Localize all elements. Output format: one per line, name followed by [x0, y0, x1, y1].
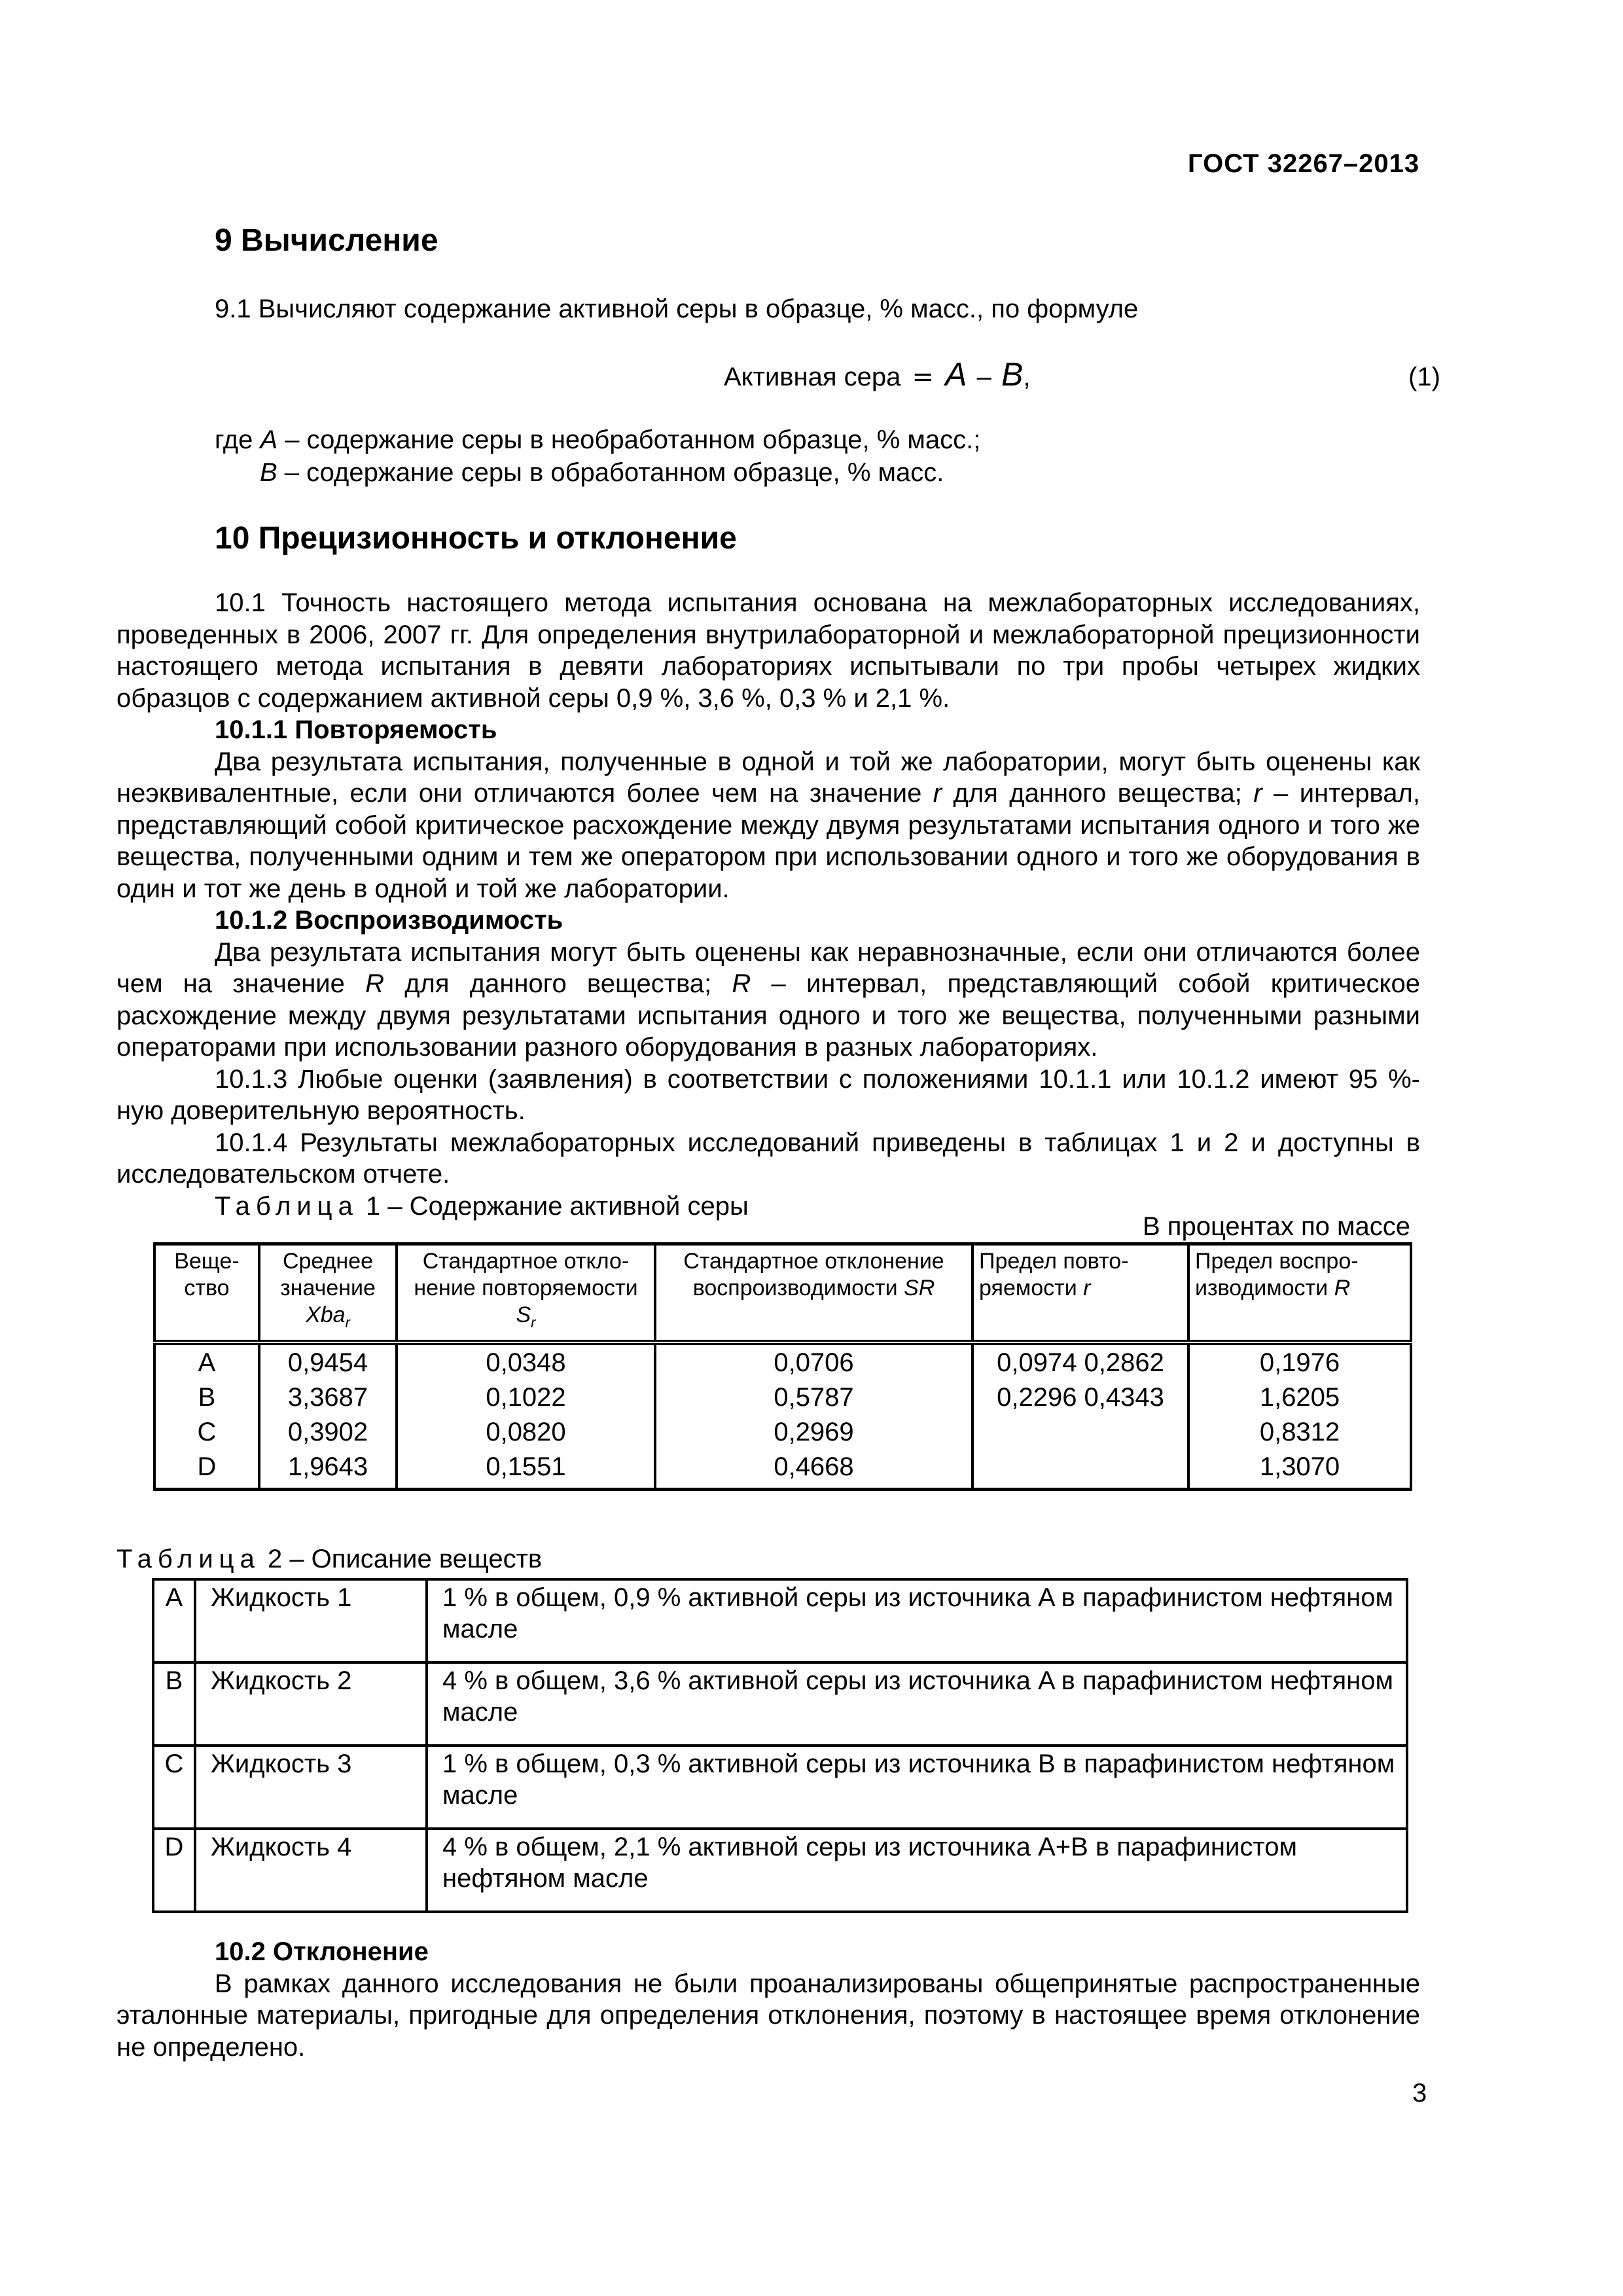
p1013-text: 10.1.3 Любые оценки (заявления) в соответствии с положениями 10.1.1 или 10.1.2 имеют 95 %-ную доверительную вероятность.: [116, 1064, 1420, 1125]
formula-number: (1): [1408, 363, 1440, 391]
paragraph-9-1: 9.1 Вычисляют содержание активной серы в образце, % масс., по формуле: [215, 295, 1139, 323]
table-2-caption-text: 2 – Описание веществ: [260, 1545, 543, 1573]
heading-10-2: [116, 1936, 1420, 1968]
p1012-c: – интервал, представляющий собой критическое расхождение между двумя результатами испытания одного и того же вещества, полученными разными операторами при использовании разного оборудования в разных лабораториях.: [116, 969, 1421, 1062]
where-label: где: [215, 425, 260, 454]
cell: 0,2969: [655, 1414, 972, 1449]
cell: 0,5787: [655, 1380, 972, 1414]
table-row: [154, 1342, 1411, 1380]
cell: 0,0974 0,2862: [972, 1342, 1188, 1380]
table-row: [153, 1829, 1407, 1912]
section-10-2: [116, 1936, 1420, 2063]
cell: 1,6205: [1188, 1380, 1411, 1414]
var-r: r: [1253, 779, 1262, 808]
heading-10-1-1: [116, 714, 1420, 746]
cell: 0,4668: [655, 1449, 972, 1490]
var-s: S: [516, 1302, 531, 1327]
paragraph-10-1: [116, 587, 1420, 714]
table-2-caption: [116, 1545, 542, 1574]
cell: 0,2296 0,4343: [972, 1380, 1188, 1414]
paragraph-10-2-text: В рамках данного исследования не были проанализированы общепринятые распространенные эталонные материалы, пригодные для определения отклонения, поэтому в настоящее время отклонение не определено.: [116, 1969, 1420, 2062]
table-1-caption-label: Таблица: [215, 1191, 359, 1221]
cell: [972, 1414, 1188, 1449]
cell: 0,0348: [397, 1342, 655, 1380]
paragraph-10-1-3: [116, 1064, 1420, 1127]
cell: 0,1551: [397, 1449, 655, 1490]
cell-key: A: [153, 1579, 195, 1662]
col-header-R-limit: [1188, 1244, 1411, 1343]
var-R: R: [732, 969, 751, 998]
paragraph-10-1-2: [116, 937, 1420, 1064]
cell-name: Жидкость 4: [195, 1829, 427, 1912]
col-header-r-limit: [972, 1244, 1188, 1343]
col-header-sR-text: Стандартное отклонение воспроизводимости: [683, 1249, 944, 1300]
table-row: [154, 1414, 1411, 1449]
cell: 0,1976: [1188, 1342, 1411, 1380]
var-R: R: [365, 969, 384, 998]
formula-lhs: Активная сера: [724, 363, 901, 391]
cell-key: C: [153, 1746, 195, 1829]
heading-10-1-1-text: 10.1.1 Повторяемость: [215, 715, 497, 744]
table-row: [154, 1449, 1411, 1490]
cell-key: B: [153, 1662, 195, 1746]
cell-description: 1 % в общем, 0,9 % активной серы из источника A в парафинистом нефтяном масле: [427, 1579, 1407, 1662]
table-1: [153, 1242, 1412, 1491]
table-row: [153, 1662, 1407, 1746]
heading-10-2-text: 10.2 Отклонение: [215, 1937, 429, 1966]
cell: D: [154, 1449, 259, 1490]
formula-equals: =: [912, 362, 935, 392]
table-2: [152, 1578, 1408, 1913]
col-header-sr: [397, 1244, 655, 1343]
formula-var-a: A: [945, 356, 967, 393]
cell-name: Жидкость 2: [195, 1662, 427, 1746]
table-row: [154, 1380, 1411, 1414]
sub-r: r: [345, 1314, 350, 1331]
p1011-a: Два результата испытания, полученные в одной и той же лаборатории, могут быть оценены как неэквивалентные, если они отличаются более чем на значение: [116, 747, 1420, 808]
where-var-b: B: [260, 458, 277, 487]
cell: 1,9643: [259, 1449, 397, 1490]
col-header-substance: Веще-ство: [154, 1244, 259, 1343]
cell-description: 4 % в общем, 2,1 % активной серы из источника A+B в парафинистом нефтяном масле: [427, 1829, 1407, 1912]
p1014-text: 10.1.4 Результаты межлабораторных исследований приведены в таблицах 1 и 2 и доступны в исследовательском отчете.: [116, 1128, 1420, 1189]
cell-name: Жидкость 3: [195, 1746, 427, 1829]
p1011-c: – интервал, представляющий собой критическое расхождение между двумя результатами испытания одного и того же вещества, полученными одним и тем же оператором при использовании одного и того же оборудования в один и тот же день в одной и той же лаборатории.: [116, 779, 1421, 903]
var-r: r: [1083, 1276, 1091, 1300]
cell: B: [154, 1380, 259, 1414]
cell: 0,1022: [397, 1380, 655, 1414]
heading-10-1-2: [116, 905, 1420, 937]
cell: 0,9454: [259, 1342, 397, 1380]
col-header-sr-text: Стандартное откло-нение повторяемости: [414, 1249, 638, 1300]
section-10-title: 10 Прецизионность и отклонение: [215, 521, 737, 556]
formula-comma: ,: [1023, 363, 1031, 391]
formula: [724, 356, 1031, 393]
cell-description: 1 % в общем, 0,3 % активной серы из источника B в парафинистом нефтяном масле: [427, 1746, 1407, 1829]
heading-10-1-2-text: 10.1.2 Воспроизводимость: [215, 906, 563, 935]
paragraph-10-1-4: [116, 1127, 1420, 1191]
where-a-line: [215, 424, 980, 456]
paragraph-10-1-1: [116, 746, 1420, 905]
where-var-a: A: [260, 425, 278, 454]
cell: [972, 1449, 1188, 1490]
paragraph-10-2: [116, 1968, 1420, 2064]
var-r: r: [933, 779, 942, 808]
cell: A: [154, 1342, 259, 1380]
table-1-units: В процентах по массе: [1143, 1212, 1410, 1241]
table-2-caption-label: Таблица: [116, 1545, 260, 1573]
cell: C: [154, 1414, 259, 1449]
cell: 3,3687: [259, 1380, 397, 1414]
cell-description: 4 % в общем, 3,6 % активной серы из источника A в парафинистом нефтяном масле: [427, 1662, 1407, 1746]
cell: 0,3902: [259, 1414, 397, 1449]
section-10-body: [116, 587, 1420, 1222]
sub-r: r: [531, 1314, 536, 1331]
page-number: 3: [1412, 2079, 1427, 2108]
col-header-mean: [259, 1244, 397, 1343]
cell: 1,3070: [1188, 1449, 1411, 1490]
cell: 0,0820: [397, 1414, 655, 1449]
col-header-R-limit-text: Предел воспро-изводимости: [1195, 1249, 1359, 1300]
formula-var-b: B: [1001, 356, 1024, 393]
cell-key: D: [153, 1829, 195, 1912]
var-R: R: [1334, 1276, 1351, 1300]
col-header-sR: [655, 1244, 972, 1343]
p1012-a: Два результата испытания могут быть оценены как неравнозначные, если они отличаются более чем на значение: [116, 937, 1420, 998]
paragraph-10-1-text: 10.1 Точность настоящего метода испытания основана на межлабораторных исследованиях, проведенных в 2006, 2007 гг. Для определения внутрилабораторной и межлабораторной прецизионности настоящего метода испытания в девяти лабораториях испытывали по три пробы четырех жидких образцов с содержанием активной серы 0,9 %, 3,6 %, 0,3 % и 2,1 %.: [116, 588, 1420, 713]
table-row: [153, 1579, 1407, 1662]
col-header-mean-text: Среднее значение: [280, 1249, 376, 1300]
table-row: [153, 1746, 1407, 1829]
cell: 0,8312: [1188, 1414, 1411, 1449]
p1011-b: для данного вещества;: [942, 779, 1254, 808]
cell: 0,0706: [655, 1342, 972, 1380]
p1012-b: для данного вещества;: [384, 969, 732, 998]
var-SR: SR: [904, 1276, 935, 1300]
col-header-r-limit-text: Предел повто-ряемости: [979, 1249, 1129, 1300]
section-9-title: 9 Вычисление: [215, 223, 438, 258]
where-b-line: [260, 457, 944, 488]
document-number: ГОСТ 32267–2013: [1188, 149, 1420, 178]
where-b-text: – содержание серы в обработанном образце, % масс.: [277, 458, 944, 487]
where-a-text: – содержание серы в необработанном образце, % масс.;: [277, 425, 981, 454]
var-xba: Xba: [306, 1302, 346, 1327]
formula-minus: –: [976, 363, 991, 391]
table-1-header-row: [154, 1244, 1411, 1343]
table-1-caption-text: 1 – Содержание активной серы: [358, 1191, 749, 1221]
cell-name: Жидкость 1: [195, 1579, 427, 1662]
